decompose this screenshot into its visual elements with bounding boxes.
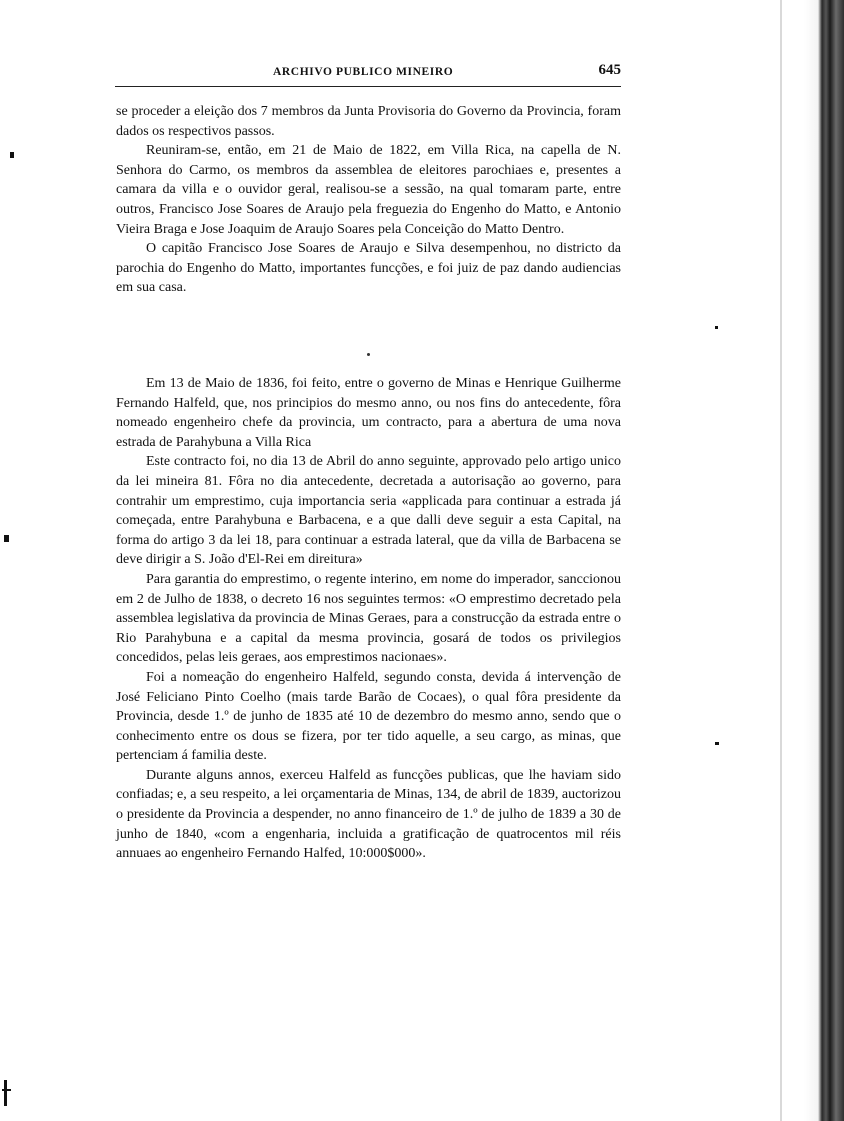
paragraph: Este contracto foi, no dia 13 de Abril do anno seguinte, approvado pelo artigo unico da lei mineira 81. Fôra no dia antecedente, decretada a autorisação ao governo, para contrahir um emprestimo, cuja importancia seria «applicada para continuar a estrada já começada, entre Parahybuna e Barbacena, e a que dalli deve seguir a esta Capital, na forma do artigo 3 da lei 18, para continuar a estrada lateral, que da villa de Barbacena se deve dirigir a S. João d'El-Rei em direitura»	[116, 454, 621, 568]
running-title: ARCHIVO PUBLICO MINEIRO	[273, 66, 454, 78]
page-number: 645	[598, 62, 621, 78]
paragraph: O capitão Francisco Jose Soares de Araujo e Silva desempenhou, no districto da parochia do Engenho do Matto, importantes funcções, e foi juiz de paz dando audiencias em sua casa.	[116, 241, 621, 296]
paragraph: Foi a nomeação do engenheiro Halfeld, segundo consta, devida á intervenção de José Feliciano Pinto Coelho (mais tarde Barão de Cocaes), o qual fôra presidente da Provincia, desde 1.º de junho de 1835 até 10 de dezembro do mesmo anno, sendo que o conhecimento entre os dous se fizera, por ter tido aquelle, a seu cargo, as minas, que pertenciam á familia deste.	[116, 669, 621, 764]
text-section-top	[116, 102, 621, 298]
paragraph: Em 13 de Maio de 1836, foi feito, entre o governo de Minas e Henrique Guilherme Fernando Halfeld, que, nos principios do mesmo anno, ou nos fins do antecedente, fôra nomeado engenheiro chefe da provincia, um contracto, para a abertura de uma nova estrada de Parahybuna a Villa Rica	[116, 376, 621, 450]
running-header	[115, 64, 621, 87]
paragraph: Para garantia do emprestimo, o regente interino, em nome do imperador, sanccionou em 2 de Julho de 1838, o decreto 16 nos seguintes termos: «O emprestimo decretado pela assemblea legislativa da provincia de Minas Geraes, para a construcção da estrada entre o Rio Parahybuna e a capital da mesma provincia, gosará de todos os privilegios concedidos, pelas leis geraes, aos emprestimos nacionaes».	[116, 571, 621, 666]
paragraph: Reuniram-se, então, em 21 de Maio de 1822, em Villa Rica, na capella de N. Senhora do Carmo, os membros da assemblea de eleitores parochiaes e, presentes a camara da villa e o ouvidor geral, realisou-se a sessão, na qual tomaram parte, entre outros, Francisco Jose Soares de Araujo pela freguezia do Engenho do Matto, e Antonio Vieira Braga e Jose Joaquim de Araujo Soares pela Conceição do Matto Dentro.	[116, 143, 621, 237]
page-fold-line	[780, 0, 782, 1121]
section-divider-dot	[367, 353, 370, 356]
paragraph: se proceder a eleição dos 7 membros da Junta Provisoria do Governo da Provincia, foram dados os respectivos passos.	[116, 104, 621, 139]
margin-mark	[4, 1080, 7, 1106]
margin-mark	[715, 326, 718, 329]
margin-mark	[715, 742, 719, 745]
paragraph: Durante alguns annos, exerceu Halfeld as funcções publicas, que lhe haviam sido confiadas; e, a seu respeito, a lei orçamentaria de Minas, 134, de abril de 1839, auctorizou o presidente da Provincia a despender, no anno financeiro de 1.º de julho de 1839 a 30 de junho de 1840, «com a engenharia, incluida a gratificação de quatrocentos mil réis annuaes ao engenheiro Fernando Halfed, 10:000$000».	[116, 767, 621, 862]
text-section-bottom	[116, 374, 621, 864]
margin-mark	[4, 535, 9, 542]
margin-mark	[10, 152, 14, 158]
book-binding-edge	[804, 0, 844, 1121]
margin-mark	[2, 1089, 11, 1091]
